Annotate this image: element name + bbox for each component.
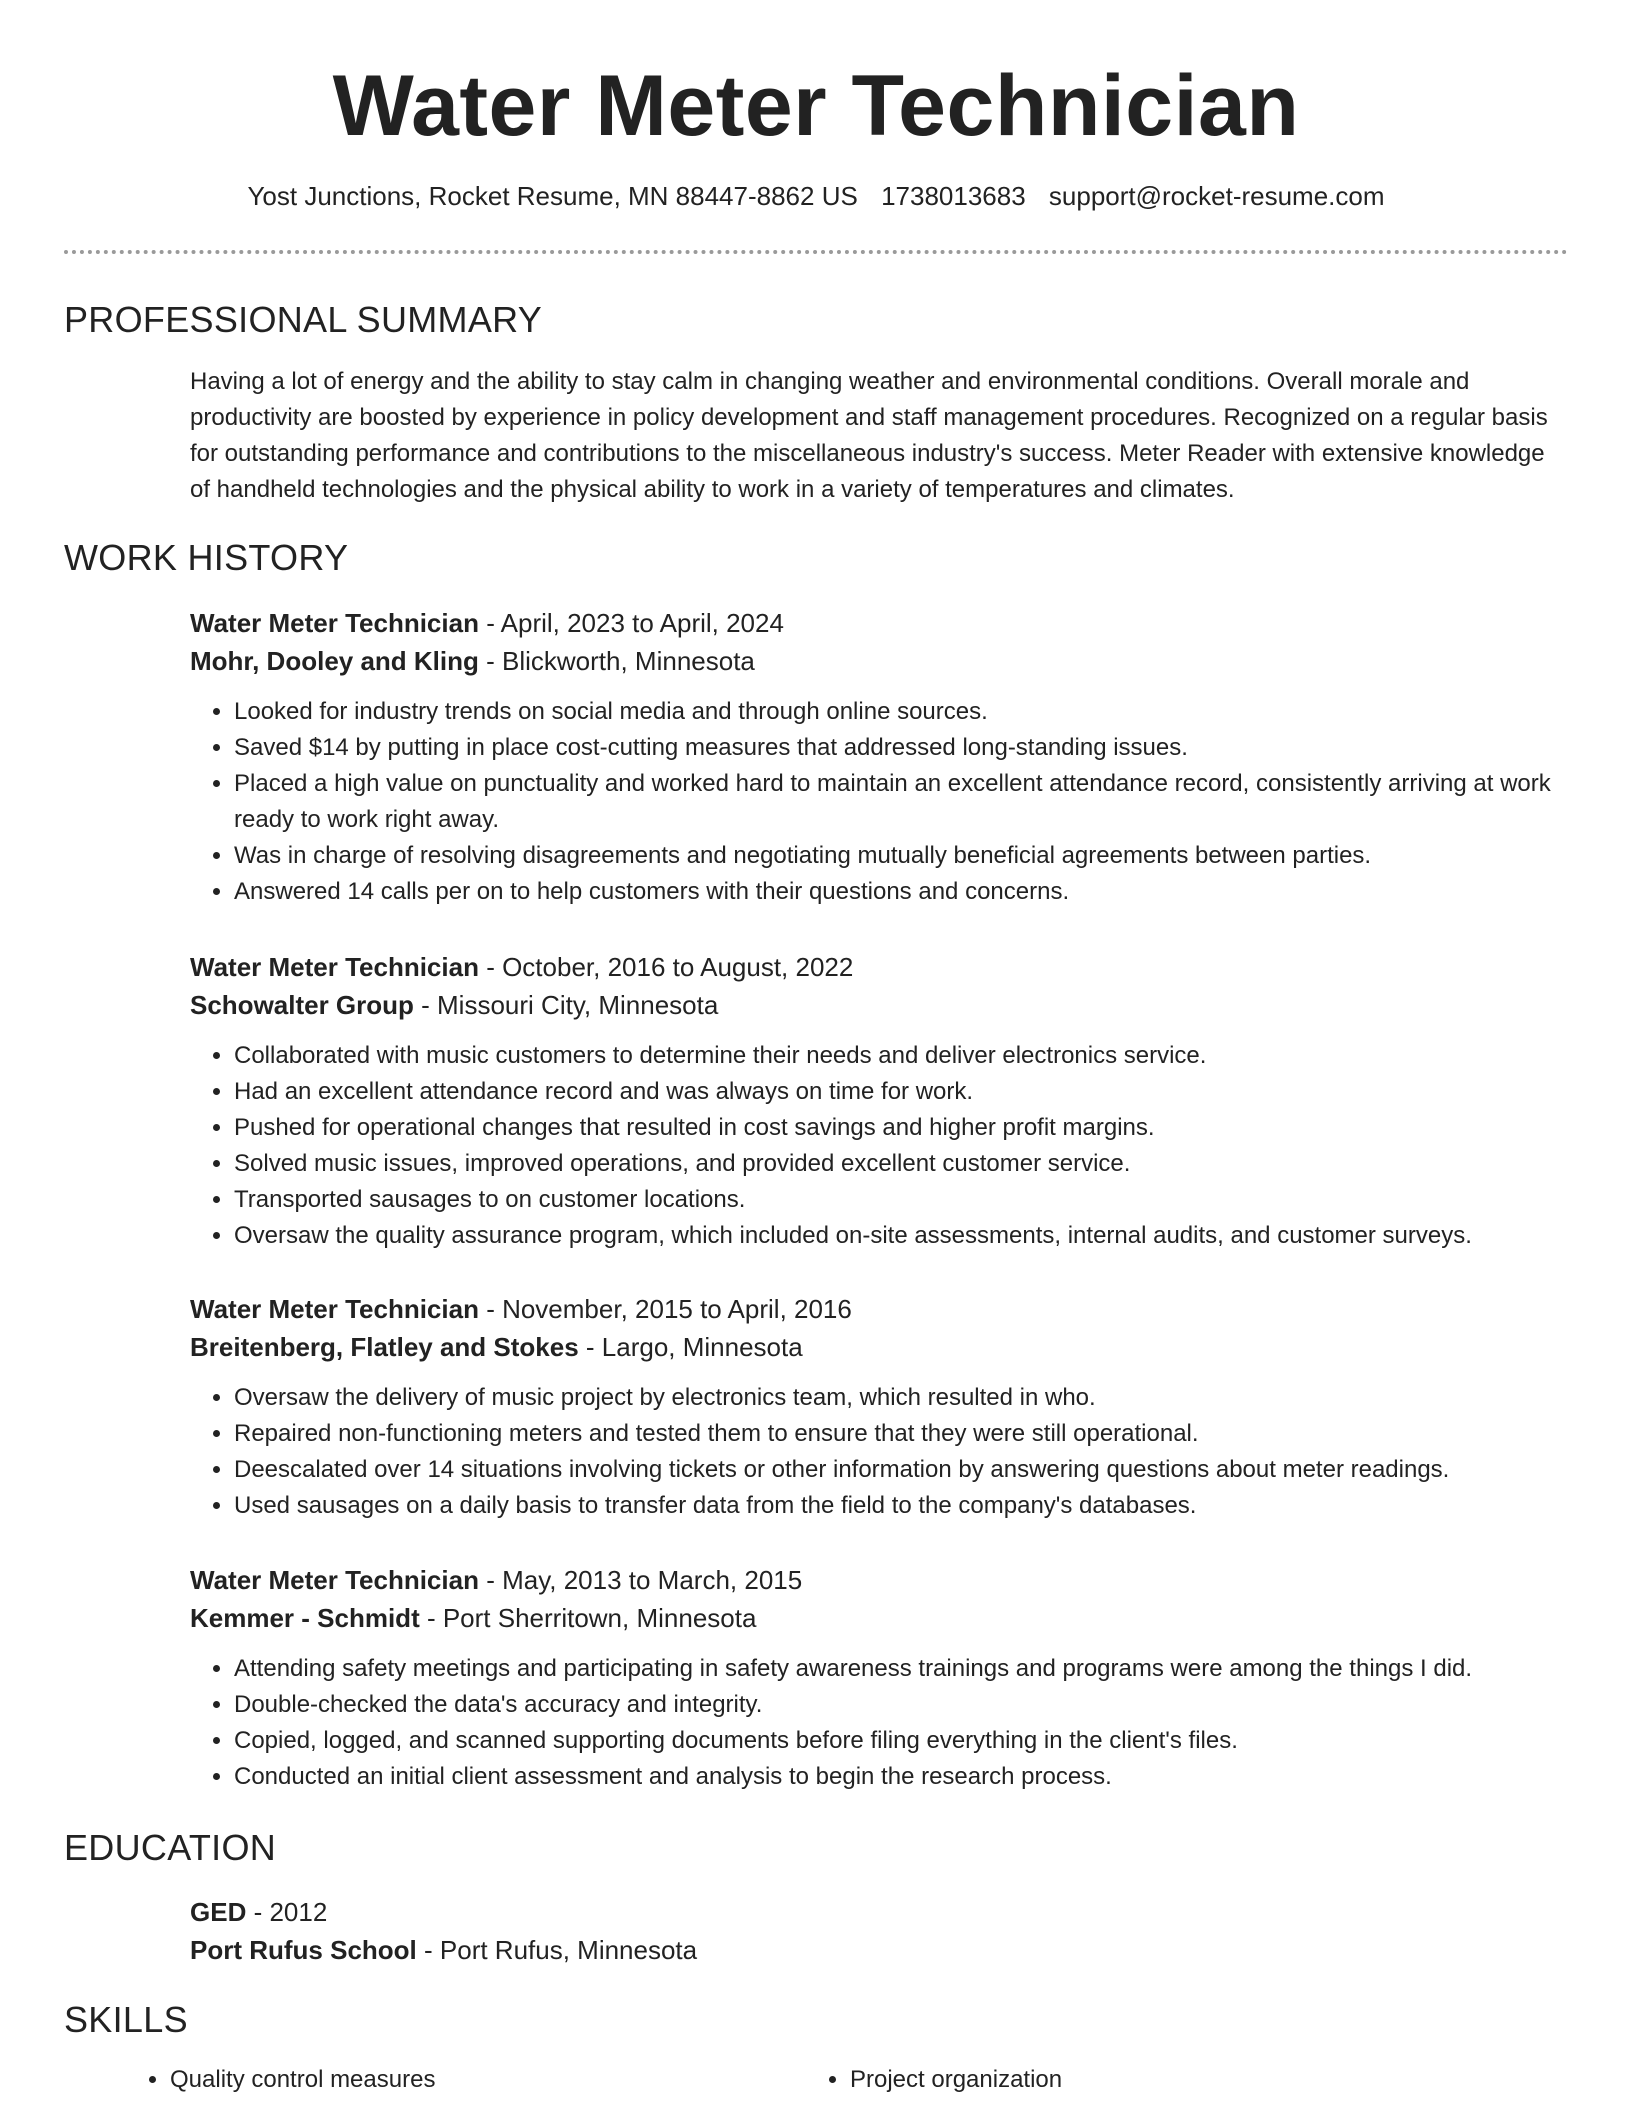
list-item: • Double-checked the data's accuracy and integrity. [234, 1687, 1568, 1723]
list-item: • Used sausages on a daily basis to transfer data from the field to the company's databases. [234, 1488, 1568, 1524]
job-company-line [190, 1328, 1568, 1366]
section-title-education: EDUCATION [64, 1827, 277, 1868]
job-location: - Blickworth, Minnesota [478, 646, 755, 676]
list-item: • Answered 14 calls per on to help customers with their questions and concerns. [234, 874, 1568, 910]
list-item: • Looked for industry trends on social media and through online sources. [234, 694, 1568, 730]
education-location: - Port Rufus, Minnesota [416, 1935, 698, 1965]
list-item: • Placed a high value on punctuality and worked hard to maintain an excellent attendance record, consistently arriving at work ready to work right away. [234, 766, 1568, 838]
job-company: Breitenberg, Flatley and Stokes [190, 1332, 579, 1362]
job-title-line [190, 1561, 1568, 1599]
section-title-summary: PROFESSIONAL SUMMARY [64, 299, 543, 340]
list-item: • Oversaw the delivery of music project by electronics team, which resulted in who. [234, 1380, 1568, 1416]
job-location: - Port Sherritown, Minnesota [419, 1603, 757, 1633]
contact-address: Yost Junctions, Rocket Resume, MN 88447-8862 US [247, 181, 858, 211]
job-company-line [190, 1599, 1568, 1637]
job-entry [190, 1290, 1568, 1524]
job-bullets [190, 1651, 1568, 1795]
job-title-line [190, 1290, 1568, 1328]
job-dates: - April, 2023 to April, 2024 [478, 608, 784, 638]
contact-line [64, 180, 1568, 212]
job-entry [190, 1561, 1568, 1795]
job-bullets [190, 1038, 1568, 1254]
list-item: • Oversaw the quality assurance program, which included on-site assessments, internal audits, and customer surveys. [234, 1218, 1568, 1254]
job-title-line [190, 948, 1568, 986]
job-title: Water Meter Technician [190, 608, 479, 638]
list-item: • Pushed for operational changes that resulted in cost savings and higher profit margins. [234, 1110, 1568, 1146]
education-year: - 2012 [246, 1897, 328, 1927]
list-item: • Collaborated with music customers to determine their needs and deliver electronics service. [234, 1038, 1568, 1074]
section-title-work: WORK HISTORY [64, 537, 349, 578]
skill-item: • Project organization [850, 2062, 1530, 2098]
summary-text: Having a lot of energy and the ability to stay calm in changing weather and environmental conditions. Overall morale and productivity are boosted by experience in policy development and staff management procedures. Recognized on a regular basis for outstanding performance and contributions to the miscellaneous industry's success. Meter Reader with extensive knowledge of handheld technologies and the physical ability to work in a variety of temperatures and climates. [190, 368, 1548, 503]
list-item: • Copied, logged, and scanned supporting documents before filing everything in the client's files. [234, 1723, 1568, 1759]
job-dates: - November, 2015 to April, 2016 [478, 1294, 852, 1324]
list-item: • Saved $14 by putting in place cost-cutting measures that addressed long-standing issues. [234, 730, 1568, 766]
skill-item: • Quality control measures [170, 2062, 850, 2098]
job-company-line [190, 642, 1568, 680]
list-item: • Attending safety meetings and participating in safety awareness trainings and programs were among the things I did. [234, 1651, 1568, 1687]
job-entry [190, 948, 1568, 1254]
list-item: • Was in charge of resolving disagreements and negotiating mutually beneficial agreements between parties. [234, 838, 1568, 874]
job-bullets [190, 1380, 1568, 1524]
list-item: • Repaired non-functioning meters and tested them to ensure that they were still operational. [234, 1416, 1568, 1452]
list-item: • Conducted an initial client assessment and analysis to begin the research process. [234, 1759, 1568, 1795]
job-location: - Missouri City, Minnesota [413, 990, 719, 1020]
list-item: • Solved music issues, improved operations, and provided excellent customer service. [234, 1146, 1568, 1182]
job-title: Water Meter Technician [190, 952, 479, 982]
list-item: • Transported sausages to on customer locations. [234, 1182, 1568, 1218]
resume-name: Water Meter Technician [332, 58, 1300, 154]
education-degree: GED [190, 1897, 247, 1927]
education-degree-line [190, 1893, 1568, 1931]
job-entry [190, 604, 1568, 910]
job-title: Water Meter Technician [190, 1565, 479, 1595]
job-dates: - October, 2016 to August, 2022 [478, 952, 854, 982]
job-title-line [190, 604, 1568, 642]
contact-email: support@rocket-resume.com [1048, 181, 1385, 211]
education-school-line [190, 1931, 1568, 1969]
job-company-line [190, 986, 1568, 1024]
job-dates: - May, 2013 to March, 2015 [478, 1565, 803, 1595]
contact-phone: 1738013683 [881, 181, 1026, 211]
job-company: Schowalter Group [190, 990, 414, 1020]
job-company: Mohr, Dooley and Kling [190, 646, 479, 676]
job-location: - Largo, Minnesota [578, 1332, 803, 1362]
job-bullets [190, 694, 1568, 910]
resume-page [64, 0, 1568, 2040]
list-item: • Deescalated over 14 situations involving tickets or other information by answering questions about meter readings. [234, 1452, 1568, 1488]
education-entry [190, 1893, 1568, 1969]
job-title: Water Meter Technician [190, 1294, 479, 1324]
section-title-skills: SKILLS [64, 1999, 188, 2040]
skills-list [126, 2062, 1504, 2098]
job-company: Kemmer - Schmidt [190, 1603, 420, 1633]
header-divider [64, 250, 1568, 254]
list-item: • Had an excellent attendance record and was always on time for work. [234, 1074, 1568, 1110]
education-school: Port Rufus School [190, 1935, 417, 1965]
